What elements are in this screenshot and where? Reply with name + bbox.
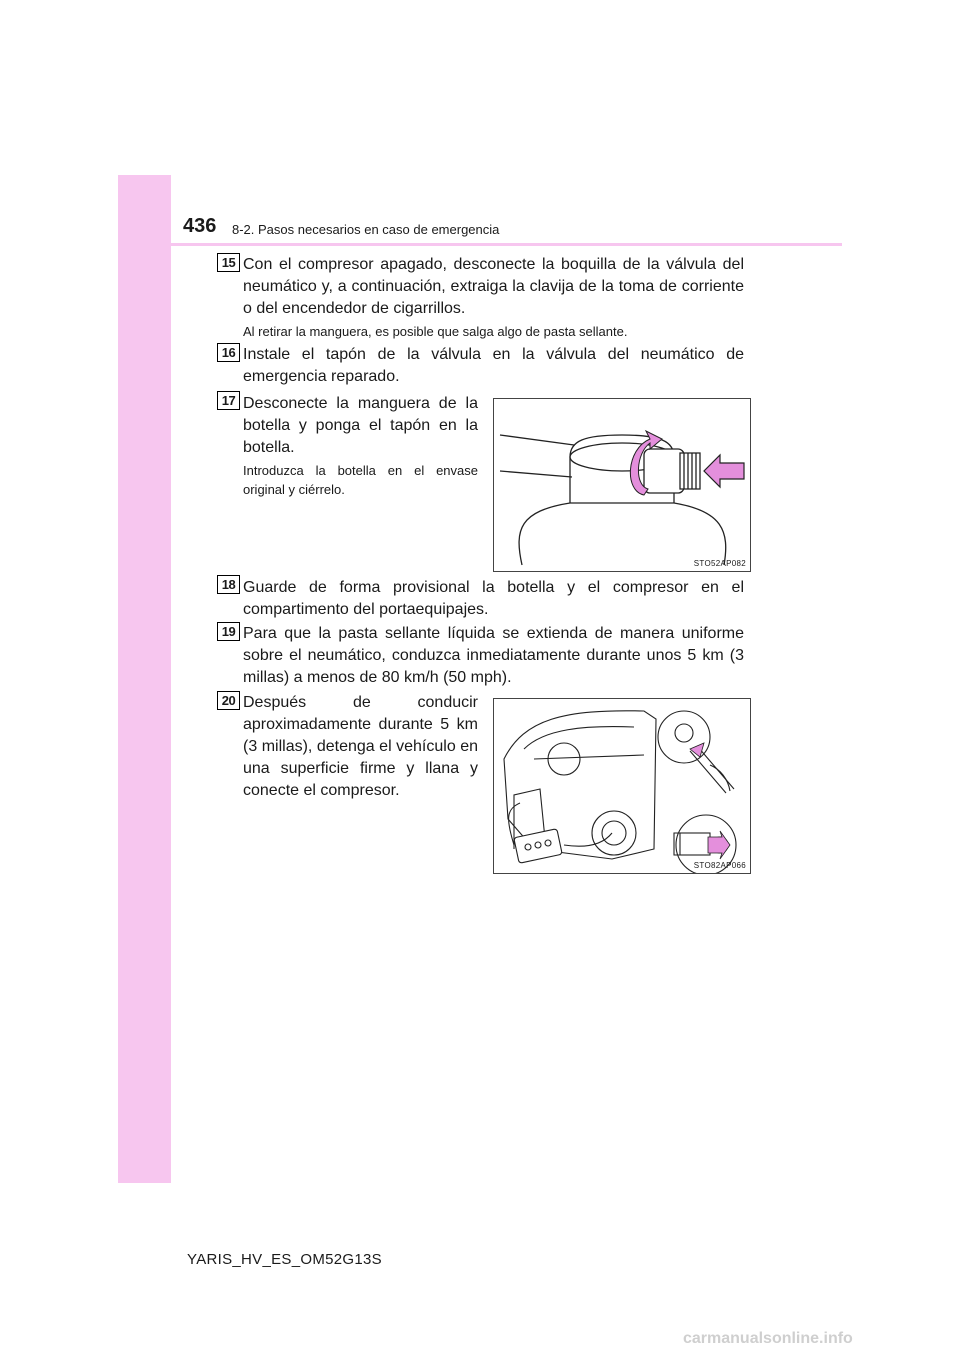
- watermark: carmanualsonline.info: [683, 1330, 853, 1347]
- header-rule: [118, 243, 842, 246]
- step-number-badge: 17: [217, 391, 240, 410]
- figure-code: STO82AP066: [693, 861, 746, 870]
- step-number-badge: 20: [217, 691, 240, 710]
- step-note: Introduzca la botella en el envase original y ciérrelo.: [243, 463, 478, 497]
- page-number: 436: [183, 215, 217, 237]
- car-compressor-drawing: [494, 699, 750, 873]
- car-compressor-illustration: [493, 698, 751, 874]
- chapter-sidebar-tab: [118, 175, 171, 1183]
- step-text: Para que la pasta sellante líquida se extienda de manera uniforme sobre el neumático, conduzca inmediatamente durante unos 5 km (3 millas) a menos de 80 km/h (50 mph).: [243, 625, 744, 686]
- step-number-badge: 15: [217, 253, 240, 272]
- step-note: Al retirar la manguera, es posible que salga algo de pasta sellante.: [243, 324, 628, 339]
- step-text: Después de conducir aproximadamente durante 5 km (3 millas), detenga el vehículo en una superficie firme y llana y conecte el compresor.: [243, 694, 478, 799]
- step-number-badge: 16: [217, 343, 240, 362]
- section-title: 8-2. Pasos necesarios en caso de emergencia: [232, 222, 500, 237]
- step-number-badge: 19: [217, 622, 240, 641]
- figure-code: STO52AP082: [693, 559, 746, 568]
- document-id: YARIS_HV_ES_OM52G13S: [187, 1251, 382, 1268]
- bottle-cap-illustration: [493, 398, 751, 572]
- step-text: Instale el tapón de la válvula en la válvula del neumático de emergencia reparado.: [243, 346, 744, 385]
- step-text: Desconecte la manguera de la botella y ponga el tapón en la botella.: [243, 395, 478, 456]
- step-number-badge: 18: [217, 575, 240, 594]
- step-text: Guarde de forma provisional la botella y el compresor en el compartimento del portaequipajes.: [243, 579, 744, 618]
- bottle-cap-drawing: [494, 399, 750, 571]
- step-text: Con el compresor apagado, desconecte la boquilla de la válvula del neumático y, a continuación, extraiga la clavija de la toma de corriente o del encendedor de cigarrillos.: [243, 256, 744, 317]
